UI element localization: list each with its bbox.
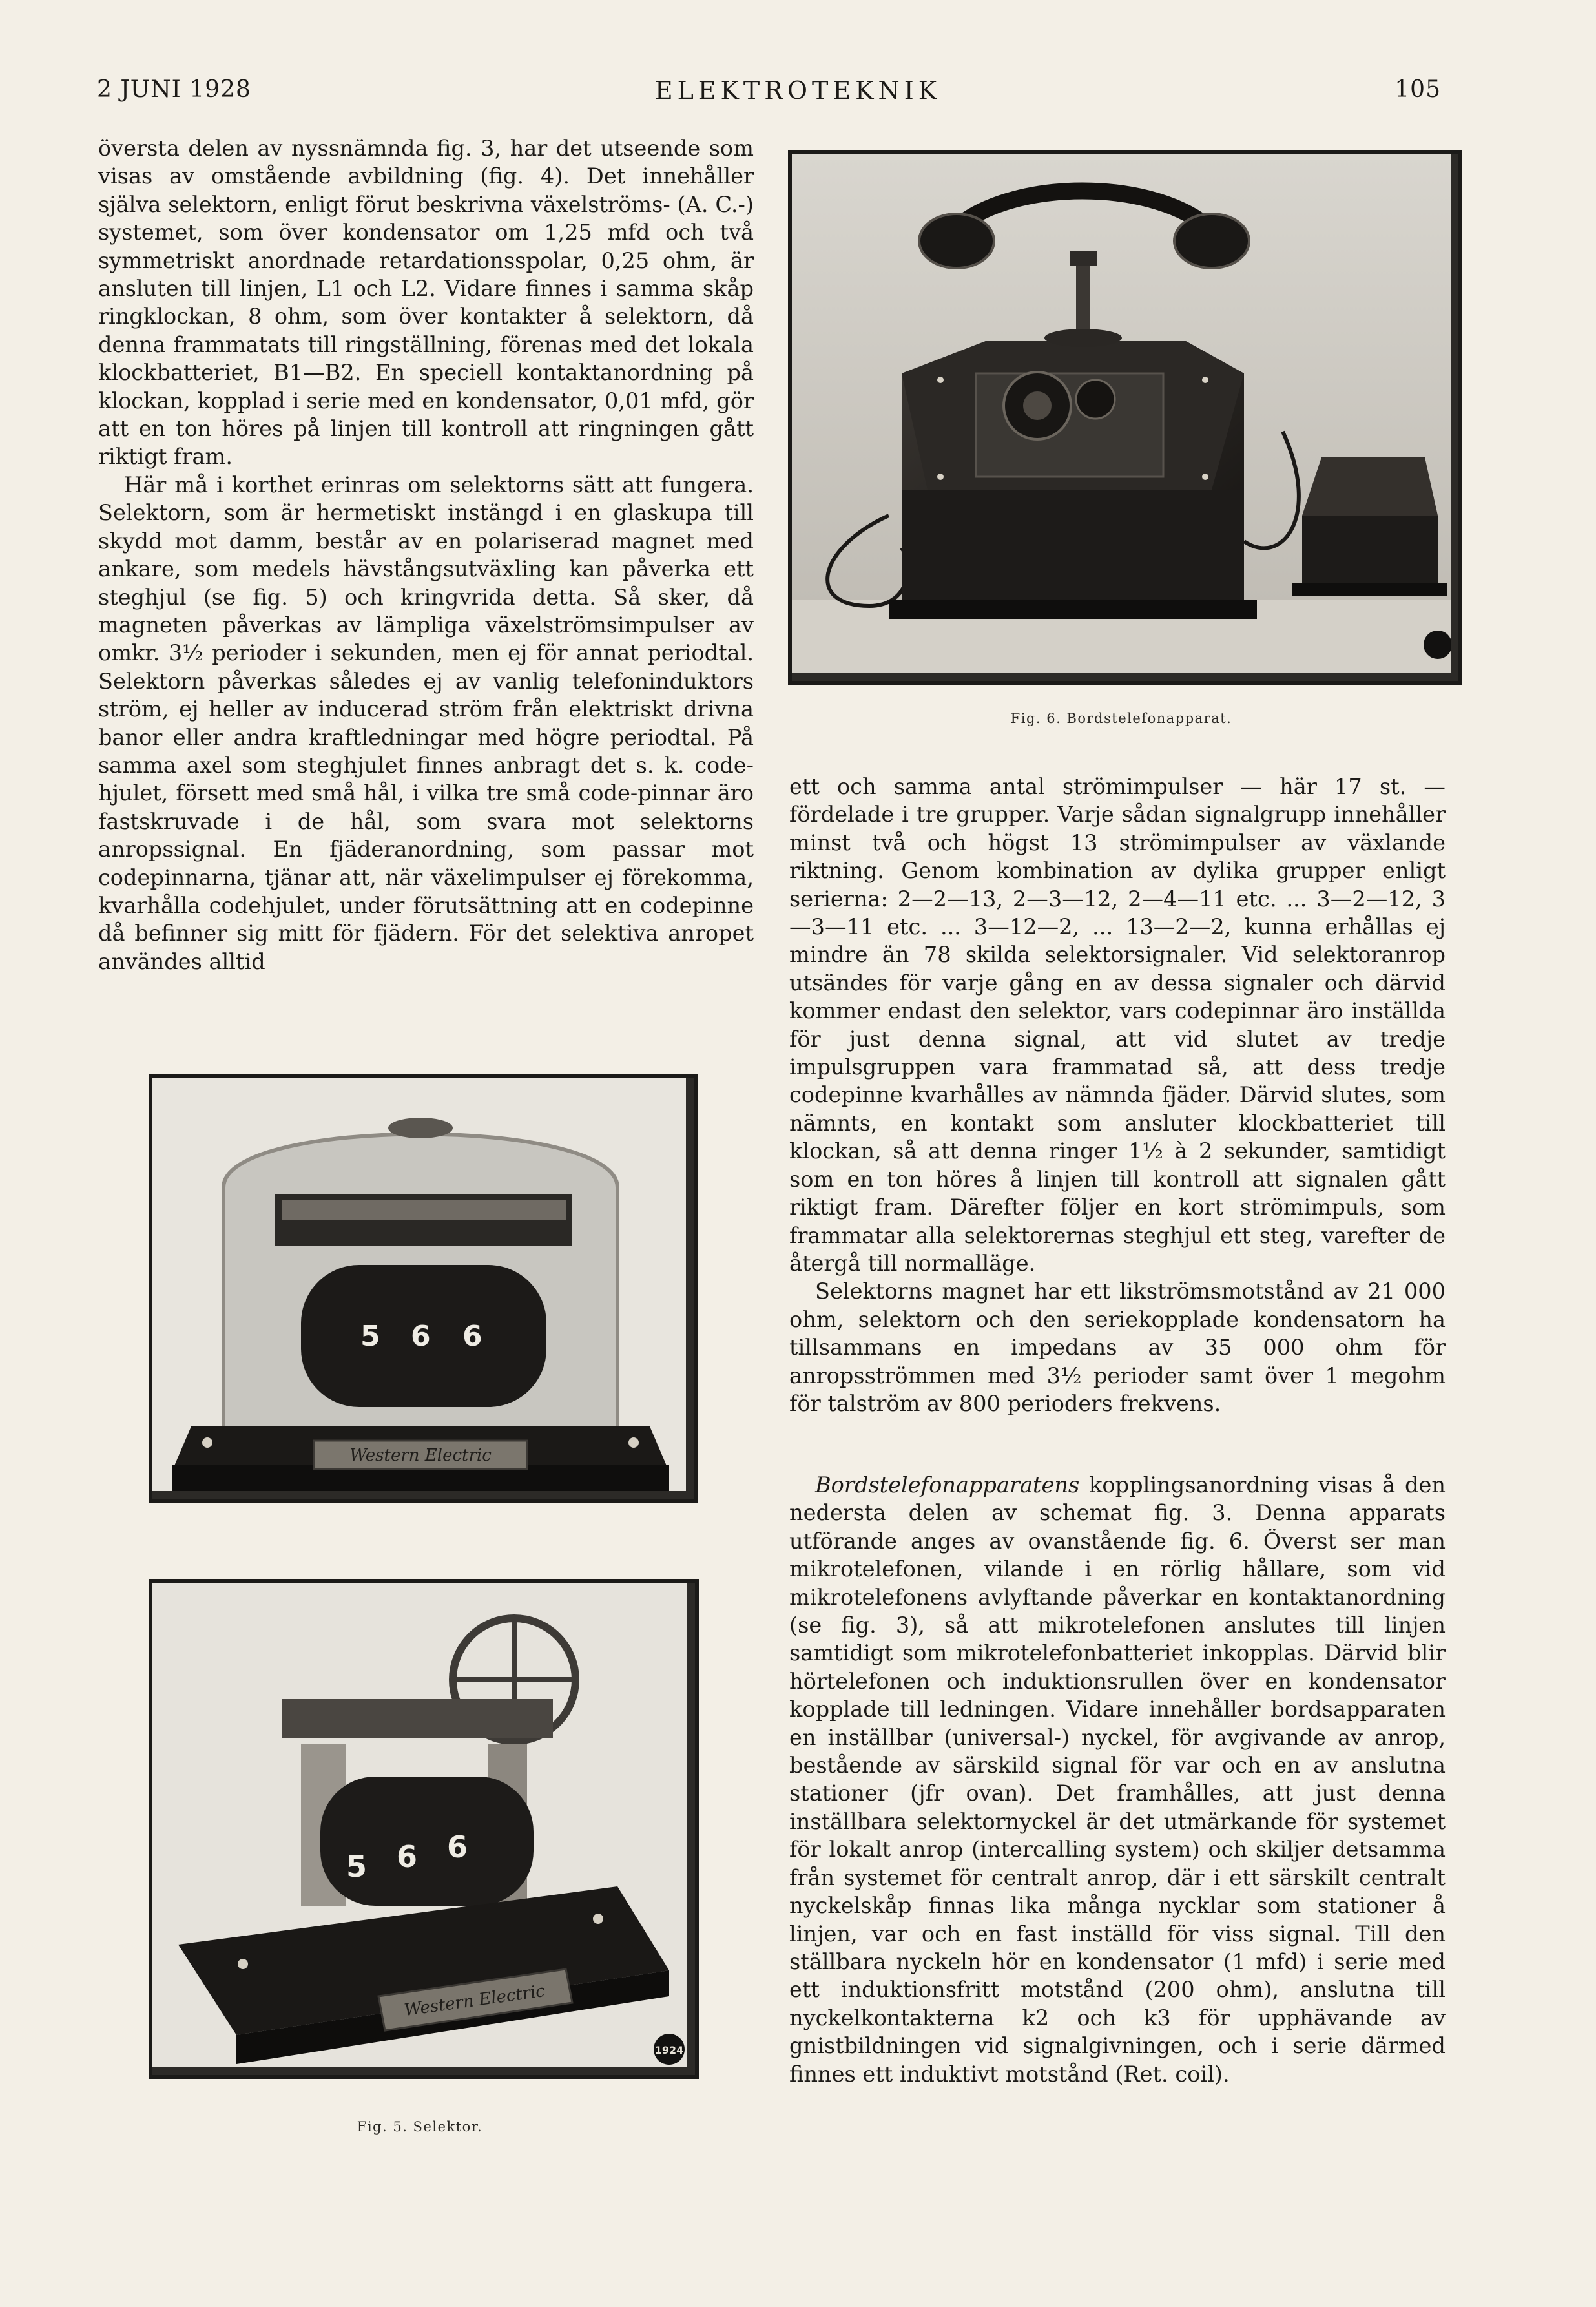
selector-dome-illustration (152, 1078, 686, 1491)
figure-5-selector-photo-glass-dome (149, 1074, 698, 1503)
running-head-date: 2 JUNI 1928 (97, 76, 251, 103)
desk-telephone-illustration (792, 154, 1451, 673)
paragraph-signal-groups: ett och samma antal strömimpulser — här 17 st. — fördelade i tre grupper. Varje sådan signalgrupp innehåller minst två och högst 13 strömimpulser av växlande riktning. Genom kombination av dylika grupper enligt serierna: 2—2—13, 2—3—12, 2—4—11 etc. ... 3—2—12, 3—3—11 etc. ... 3—12—2, ... 13—2—2, kunna erhållas ej mindre än 78 skilda selektorsignaler. Vid selektoranrop utsändes för varje gång en av dessa signaler och därvid kommer endast den selektor, vars codepinnar äro inställda för just denna signal, att vid slutet av tredje impulsgruppen vara frammatad så, att dess tredje codepinne kvarhålles av nämnda fjäder. Därvid slutes, som nämnts, en kontakt som ansluter klockbatteriet till klockan, så att denna ringer 1½ à 2 sekunder, samtidigt som en ton höres å linjen till kontroll att signalen gått riktigt fram. Därefter följer en kort strömimpuls, som frammatar alla selektorernas steghjul ett steg, varefter de återgå till normalläge. (789, 774, 1446, 1276)
figure-5-selector-photo-mechanism (149, 1579, 699, 2079)
corner-mark-text: 1924 (654, 2044, 684, 2056)
selector-code-digit: 6 (397, 1839, 418, 1874)
desk-apparatus-term: Bordstelefonapparatens (815, 1472, 1080, 1498)
selector-code-digit: 6 (411, 1320, 431, 1353)
paragraph-selector-cabinet: översta delen av nyssnämnda fig. 3, har det utseende som visas av omstående avbildning (fig. 4). Det innehåller själva selektorn, enligt förut beskrivna växelströms- (A. C.-) systemet, som över kondensator om 1,25 mfd och två symmetriskt anordnade retardationsspolar, 0,25 ohm, är ansluten till linjen, L1 och L2. Vidare finnes i samma skåp ringklockan, 8 ohm, som över kontakter å selektorn, då denna frammatats till ringställning, förenas med det lokala klockbatteriet, B1—B2. En speciell kontaktanordning på klockan, kopplad i serie med en kondensator, 0,01 mfd, gör att en ton höres på linjen till kontroll att ringningen gått riktigt fram. (98, 136, 754, 470)
desk-apparatus-text: kopplingsanordning visas å den nedersta delen av schemat fig. 3. Denna apparats utförande anges av ovanstående fig. 6. Överst ser man mikrotelefonen, vilande i en rörlig hållare, som vid mikrotelefonens avlyftande påverkar en kontaktanordning (se fig. 3), så att mikrotelefonen anslutes till linjen samtidigt som mikrotelefonbatteriet inkopplas. Därvid blir hörtelefonen och induktionsrullen över en kondensator kopplade till ledningen. Vidare innehåller bordsapparaten en inställbar (universal-) nyckel, för avgivande av anrop, bestående av särskild signal för var och en av anslutna stationer (jfr ovan). Det framhålles, att just denna inställbara selektornyckel är det utmärkande för systemet för lokalt anrop (intercalling system) och skiljer detsamma från systemet för centralt anrop, där i ett särskilt centralt nyckelskåp finnas lika många nycklar som stationer å linjen, var och en fast inställd för viss signal. Till den ställbara nyckeln hör en kondensator (1 mfd) i serie med ett induktionsfritt motstånd (200 ohm), anslutna till nyckelkontakterna k2 och k3 för upphävande av gnistbildningen vid signalgivningen, och i serie därmed finnes ett induktivt motstånd (Ret. coil). (789, 1472, 1446, 2087)
western-electric-nameplate: Western Electric (349, 1446, 492, 1465)
figure-5-caption: Fig. 5. Selektor. (357, 2119, 483, 2135)
page-number: 105 (1394, 76, 1441, 103)
western-electric-nameplate: Western Electric (403, 1981, 546, 2021)
paragraph-selector-function: Här må i korthet erinras om selektorns sätt att fungera. Selektorn, som är hermetiskt instängd i en glaskupa till skydd mot damm, består av en polariserad magnet med ankare, som medels hävstångsutväxling kan påverka ett steghjul (se fig. 5) och kringvrida detta. Så sker, då magneten påverkas av lämpliga växelströmsimpulser av omkr. 3½ perioder i sekunden, men ej för annat periodtal. Selektorn påverkas således ej av vanlig telefoninduktors ström, ej heller av inducerad ström från elektriskt drivna banor eller andra kraftledningar med högre periodtal. På samma axel som steghjulet finnes anbragt det s. k. code-hjulet, försett med små hål, i vilka tre små code-pinnar äro fastskruvade i de hål, som svara mot selektorns anropssignal. En fjäderanordning, som passar mot codepinnarna, tjänar att, när växelimpulser ej förekomma, kvarhålla codehjulet, under förutsättning att en codepinne då befinner sig mitt för fjädern. För det selektiva anropet användes alltid (98, 472, 754, 974)
paragraph-desk-apparatus (789, 1471, 1446, 2088)
selector-mechanism-illustration (152, 1583, 687, 2067)
selector-code-digit: 6 (447, 1830, 468, 1864)
running-head-journal: ELEKTROTEKNIK (654, 76, 942, 105)
paragraph-selector-magnet: Selektorns magnet har ett likströmsmotstånd av 21 000 ohm, selektorn och den seriekopplade kondensatorn ha tillsammans en impedans av 35 000 ohm för anropsströmmen med 3½ perioder samt över 1 megohm för talström av 800 perioders frekvens. (789, 1279, 1446, 1416)
selector-code-digit: 6 (462, 1320, 482, 1353)
right-column-top (789, 773, 1446, 1417)
selector-code-digit: 5 (346, 1849, 368, 1884)
right-column-bottom (789, 1471, 1446, 2088)
selector-code-digit: 5 (360, 1320, 380, 1353)
figure-6-caption: Fig. 6. Bordstelefonapparat. (1010, 711, 1232, 726)
left-column (98, 134, 754, 976)
figure-6-desk-telephone-photo (788, 150, 1462, 685)
